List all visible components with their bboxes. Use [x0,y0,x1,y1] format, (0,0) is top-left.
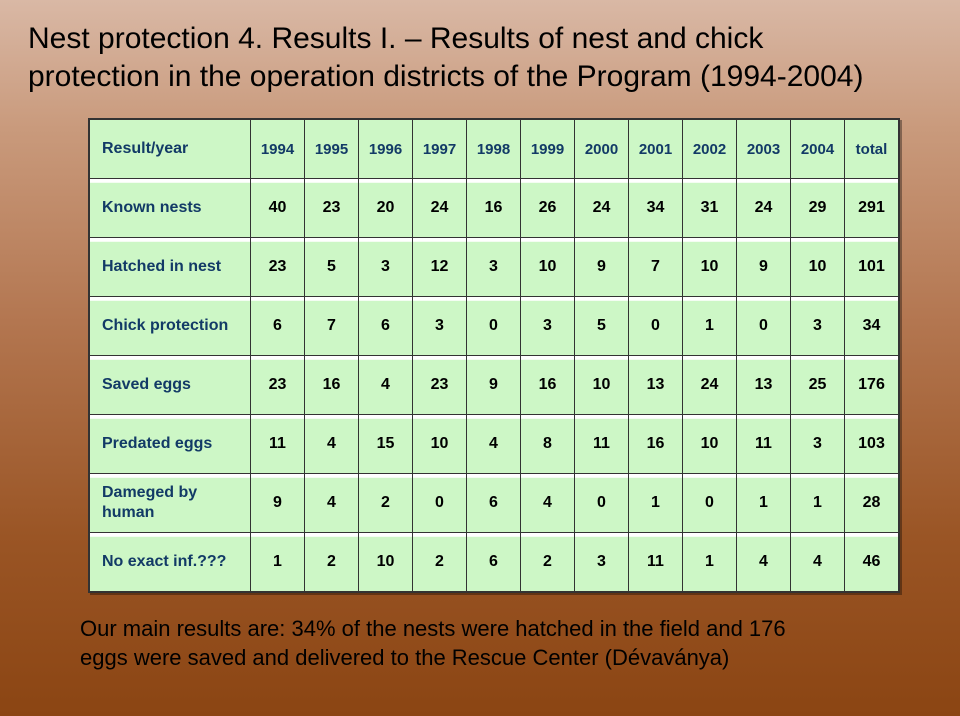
header-label-cell: Result/year [90,120,251,179]
value-cell: 7 [305,297,359,356]
total-cell: 101 [845,238,898,297]
value-cell: 16 [629,415,683,474]
value-cell: 29 [791,179,845,238]
value-cell: 1 [737,474,791,533]
row-label-cell: Known nests [90,179,251,238]
results-table-body [90,120,898,591]
value-cell: 3 [791,297,845,356]
value-cell: 23 [305,179,359,238]
value-cell: 26 [521,179,575,238]
year-header-cell: 2002 [683,120,737,179]
value-cell: 4 [737,533,791,591]
value-cell: 2 [521,533,575,591]
table-row [90,356,898,415]
value-cell: 24 [737,179,791,238]
value-cell: 6 [467,533,521,591]
row-label-cell: Hatched in nest [90,238,251,297]
year-header-cell: 2001 [629,120,683,179]
value-cell: 1 [683,533,737,591]
year-header-cell: 1999 [521,120,575,179]
value-cell: 1 [629,474,683,533]
slide-title-line-2: protection in the operation districts of the Program (1994-2004) [28,60,864,93]
value-cell: 3 [359,238,413,297]
value-cell: 11 [575,415,629,474]
value-cell: 0 [737,297,791,356]
row-label-cell: Dameged by human [90,474,251,533]
value-cell: 9 [575,238,629,297]
value-cell: 1 [251,533,305,591]
value-cell: 4 [305,415,359,474]
year-header-cell: 1997 [413,120,467,179]
row-label-cell: No exact inf.??? [90,533,251,591]
total-cell: 176 [845,356,898,415]
value-cell: 0 [413,474,467,533]
value-cell: 9 [251,474,305,533]
summary-line-2: eggs were saved and delivered to the Rescue Center (Dévaványa) [80,645,730,670]
value-cell: 3 [413,297,467,356]
table-row [90,474,898,533]
value-cell: 5 [575,297,629,356]
value-cell: 11 [629,533,683,591]
value-cell: 16 [521,356,575,415]
value-cell: 23 [413,356,467,415]
total-cell: 291 [845,179,898,238]
row-label-cell: Chick protection [90,297,251,356]
value-cell: 9 [737,238,791,297]
value-cell: 15 [359,415,413,474]
table-row [90,533,898,591]
row-label-cell: Predated eggs [90,415,251,474]
year-header-cell: 2000 [575,120,629,179]
value-cell: 4 [359,356,413,415]
table-header-row [90,120,898,179]
value-cell: 3 [791,415,845,474]
value-cell: 23 [251,356,305,415]
summary-text [80,614,940,672]
row-label-cell: Saved eggs [90,356,251,415]
value-cell: 10 [683,415,737,474]
value-cell: 4 [305,474,359,533]
total-cell: 46 [845,533,898,591]
value-cell: 9 [467,356,521,415]
results-table [88,118,900,593]
value-cell: 24 [575,179,629,238]
value-cell: 24 [683,356,737,415]
table-row [90,179,898,238]
year-header-cell: 1994 [251,120,305,179]
year-header-cell: 1998 [467,120,521,179]
value-cell: 13 [629,356,683,415]
value-cell: 0 [629,297,683,356]
value-cell: 1 [791,474,845,533]
value-cell: 10 [575,356,629,415]
total-cell: 28 [845,474,898,533]
value-cell: 25 [791,356,845,415]
value-cell: 2 [305,533,359,591]
value-cell: 2 [413,533,467,591]
value-cell: 31 [683,179,737,238]
value-cell: 3 [467,238,521,297]
value-cell: 10 [521,238,575,297]
value-cell: 24 [413,179,467,238]
year-header-cell: total [845,120,898,179]
total-cell: 103 [845,415,898,474]
value-cell: 40 [251,179,305,238]
value-cell: 10 [359,533,413,591]
table-row [90,238,898,297]
value-cell: 10 [791,238,845,297]
value-cell: 1 [683,297,737,356]
value-cell: 13 [737,356,791,415]
value-cell: 5 [305,238,359,297]
value-cell: 0 [575,474,629,533]
value-cell: 0 [467,297,521,356]
value-cell: 2 [359,474,413,533]
slide-title [28,20,938,96]
year-header-cell: 1995 [305,120,359,179]
summary-line-1: Our main results are: 34% of the nests were hatched in the field and 176 [80,616,786,641]
value-cell: 8 [521,415,575,474]
value-cell: 11 [737,415,791,474]
value-cell: 34 [629,179,683,238]
slide-title-line-1: Nest protection 4. Results I. – Results of nest and chick [28,22,764,55]
value-cell: 23 [251,238,305,297]
value-cell: 4 [521,474,575,533]
year-header-cell: 2003 [737,120,791,179]
value-cell: 6 [467,474,521,533]
value-cell: 7 [629,238,683,297]
table-row [90,297,898,356]
value-cell: 0 [683,474,737,533]
value-cell: 6 [359,297,413,356]
value-cell: 3 [521,297,575,356]
value-cell: 3 [575,533,629,591]
value-cell: 16 [305,356,359,415]
value-cell: 6 [251,297,305,356]
value-cell: 10 [413,415,467,474]
value-cell: 4 [467,415,521,474]
value-cell: 10 [683,238,737,297]
total-cell: 34 [845,297,898,356]
year-header-cell: 1996 [359,120,413,179]
value-cell: 11 [251,415,305,474]
year-header-cell: 2004 [791,120,845,179]
value-cell: 12 [413,238,467,297]
table-row [90,415,898,474]
value-cell: 4 [791,533,845,591]
value-cell: 20 [359,179,413,238]
value-cell: 16 [467,179,521,238]
